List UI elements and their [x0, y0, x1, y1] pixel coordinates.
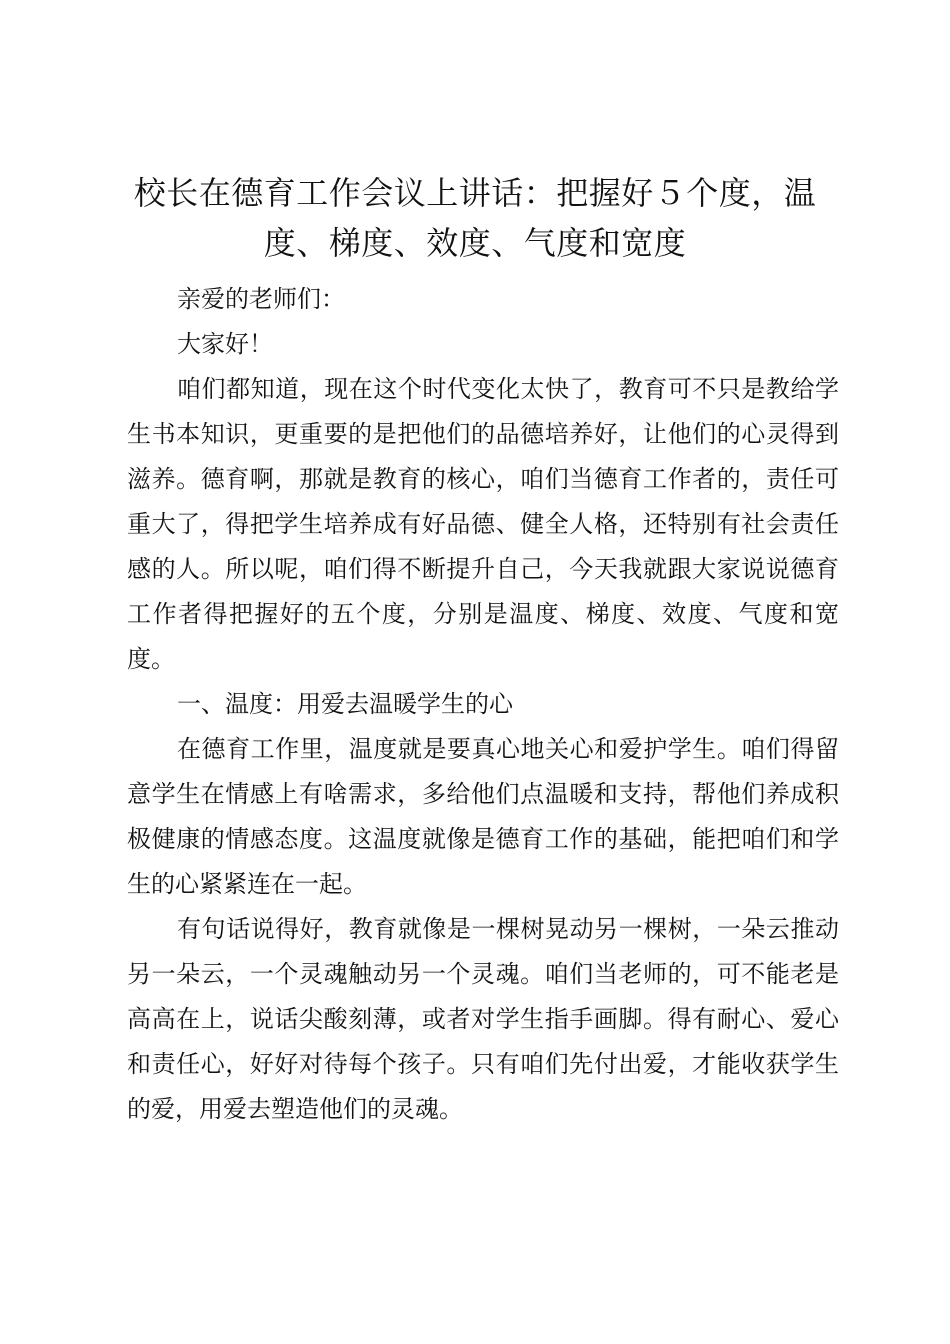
- document-title: 校长在德育工作会议上讲话：把握好５个度，温度、梯度、效度、气度和宽度: [133, 174, 817, 262]
- paragraph-warmth-1: 在德育工作里，温度就是要真心地关心和爱护学生。咱们得留意学生在情感上有啥需求，多给他们点温暖和支持，帮他们养成积极健康的情感态度。这温度就像是德育工作的基础，能把咱们和学生的心紧紧连在一起。: [127, 735, 839, 898]
- section-heading-warmth: 一、温度：用爱去温暖学生的心: [177, 690, 513, 718]
- document-body: [127, 277, 839, 1132]
- salutation-line: 大家好！: [177, 330, 273, 358]
- paragraph-warmth-2: 有句话说得好，教育就像是一棵树晃动另一棵树，一朵云推动另一朵云，一个灵魂触动另一个灵魂。咱们当老师的，可不能老是高高在上，说话尖酸刻薄，或者对学生指手画脚。得有耐心、爱心和责任心，好好对待每个孩子。只有咱们先付出爱，才能收获学生的爱，用爱去塑造他们的灵魂。: [127, 915, 839, 1123]
- paragraph-intro: 咱们都知道，现在这个时代变化太快了，教育可不只是教给学生书本知识，更重要的是把他们的品德培养好，让他们的心灵得到滋养。德育啊，那就是教育的核心，咱们当德育工作者的，责任可重大了，得把学生培养成有好品德、健全人格，还特别有社会责任感的人。所以呢，咱们得不断提升自己，今天我就跟大家说说德育工作者得把握好的五个度，分别是温度、梯度、效度、气度和宽度。: [127, 375, 839, 673]
- greeting-line: 亲爱的老师们：: [177, 285, 345, 313]
